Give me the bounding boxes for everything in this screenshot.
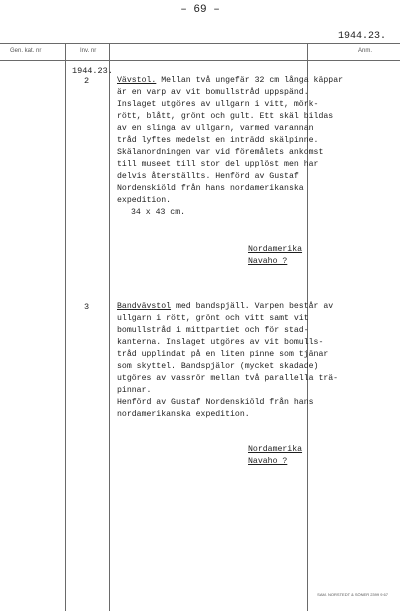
entry-2-number: 3 (84, 302, 90, 312)
entry-1-line-3: Inslaget utgöres av ullgarn i vitt, mörk- (117, 100, 319, 109)
entry-2-title: Bandvävstol (117, 302, 172, 311)
header-bottom-rule (0, 60, 400, 61)
entry-1-title: Vävstol. (117, 76, 157, 85)
entry-2-line-5: tråd upplindat på en liten pinne som tjänar (117, 350, 329, 359)
printer-imprint: SAM. NORSTEDT & SÖNER 2399 9 67 (317, 592, 388, 597)
column-rule-2 (109, 43, 110, 611)
entry-1-origin-1: Nordamerika (248, 245, 303, 254)
entry-2-line-4: kanterna. Inslaget utgöres av vit bomulls- (117, 338, 324, 347)
entry-2-line-6: som skyttel. Bandspjälor (mycket skadade) (117, 362, 319, 371)
catalog-number: 1944.23. (338, 31, 387, 42)
header-inv-nr: Inv. nr (80, 48, 97, 54)
entry-2-line-10: nordamerikanska expedition. (117, 410, 250, 419)
header-top-rule (0, 43, 400, 44)
entry-2-line-3: bomullstråd i mittpartiet och för stad- (117, 326, 309, 335)
entry-1-line-2: är en varp av vit bomullstråd uppspänd. (117, 88, 309, 97)
column-rule-1 (65, 43, 66, 611)
entry-1-line-10: Nordenskiöld från hans nordamerikanska (117, 184, 304, 193)
entry-1-line-1: Mellan två ungefär 32 cm långa käppar (161, 76, 344, 85)
entry-1-line-5: av en slinga av ullgarn, varmed varannan (117, 124, 314, 133)
entry-1-line-9: delvis återställts. Henförd av Gustaf (117, 172, 299, 181)
entry-2-line-7: utgöres av vassrör mellan två parallella trä- (117, 374, 339, 383)
page-number: – 69 – (180, 4, 220, 16)
entry-1-origin-2: Navaho ? (248, 257, 288, 266)
entry-1-line-4: rött, blått, grönt och gult. Ett skäl bildas (117, 112, 334, 121)
entry-2-line-1: med bandspjäll. Varpen består av (175, 302, 334, 311)
entry-1-line-6: tråd lyftes medelst en inträdd skälpinne. (117, 136, 319, 145)
entry-2-origin-1: Nordamerika (248, 445, 303, 454)
entry-1-inv-prefix: 1944.23. (72, 66, 113, 76)
entry-2-line-2: ullgarn i rött, grönt och vitt samt vit (117, 314, 309, 323)
header-gen-kat-nr: Gen. kat. nr (10, 48, 42, 54)
entry-2-line-8: pinnar. (117, 386, 152, 395)
entry-1-line-8: till museet till stor del upplöst men har (117, 160, 319, 169)
entry-1-title-line (117, 76, 343, 87)
entry-2-title-line (117, 302, 333, 313)
header-anm: Anm. (358, 48, 373, 54)
entry-1-line-7: Skälanordningen var vid föremålets ankomst (117, 148, 324, 157)
entry-1-line-12: 34 x 43 cm. (131, 208, 186, 217)
entry-1-number: 2 (84, 76, 90, 86)
entry-2-line-9: Henförd av Gustaf Nordenskiöld från hans (117, 398, 314, 407)
entry-2-origin-2: Navaho ? (248, 457, 288, 466)
entry-1-line-11: expedition. (117, 196, 172, 205)
